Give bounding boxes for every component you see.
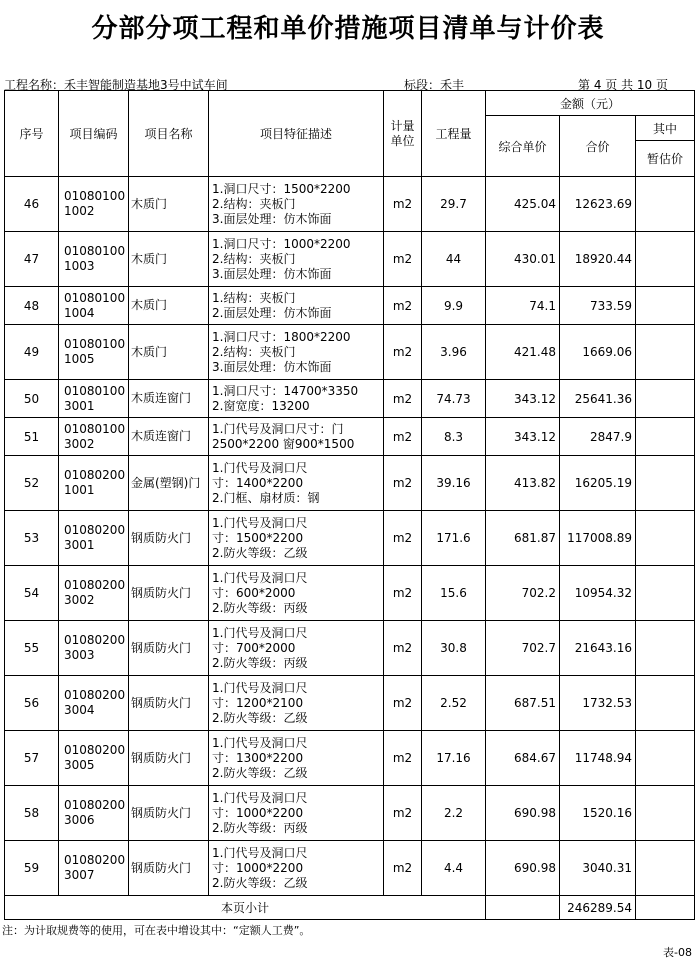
row-desc: 1.洞口尺寸：1800*2200 2.结构：夹板门 3.面层处理：仿木饰面 [209,325,384,380]
row-unit: m2 [384,786,422,841]
row-seq: 54 [5,566,59,621]
row-name: 木质门 [129,232,209,287]
row-desc: 1.门代号及洞口尺 寸：1400*2200 2.门框、扇材质：钢 [209,456,384,511]
row-code: 010801001005 [59,325,129,380]
row-seq: 58 [5,786,59,841]
table-row [5,418,695,456]
row-unit-price: 687.51 [486,676,560,731]
row-qty: 39.16 [422,456,486,511]
table-row [5,731,695,786]
header-code: 项目编码 [59,91,129,177]
row-unit-price: 413.82 [486,456,560,511]
table-row [5,511,695,566]
row-code: 010802003006 [59,786,129,841]
row-unit: m2 [384,232,422,287]
row-provisional [636,621,695,676]
row-desc: 1.洞口尺寸：14700*3350 2.窗宽度：13200 [209,380,384,418]
row-total: 12623.69 [560,177,636,232]
row-name: 金属(塑钢)门 [129,456,209,511]
header-seq: 序号 [5,91,59,177]
header-name: 项目名称 [129,91,209,177]
row-provisional [636,841,695,896]
row-qty: 2.2 [422,786,486,841]
row-seq: 53 [5,511,59,566]
row-code: 010801001004 [59,287,129,325]
row-unit: m2 [384,287,422,325]
row-total: 18920.44 [560,232,636,287]
subtotal-value: 246289.54 [560,896,636,920]
row-unit: m2 [384,325,422,380]
row-seq: 57 [5,731,59,786]
row-unit-price: 343.12 [486,418,560,456]
row-qty: 8.3 [422,418,486,456]
row-seq: 55 [5,621,59,676]
row-qty: 9.9 [422,287,486,325]
row-name: 木质连窗门 [129,380,209,418]
row-qty: 4.4 [422,841,486,896]
row-total: 10954.32 [560,566,636,621]
row-unit-price: 430.01 [486,232,560,287]
row-code: 010802003005 [59,731,129,786]
row-name: 钢质防火门 [129,566,209,621]
header-provisional: 暂估价 [636,141,695,177]
row-provisional [636,177,695,232]
page-title: 分部分项工程和单价措施项目清单与计价表 [91,14,605,44]
header-of-which: 其中 [636,116,695,141]
row-unit: m2 [384,731,422,786]
row-code: 010802003004 [59,676,129,731]
row-qty: 30.8 [422,621,486,676]
page-info: 第 4 页 共 10 页 [578,78,668,92]
row-provisional [636,325,695,380]
row-total: 16205.19 [560,456,636,511]
row-seq: 51 [5,418,59,456]
row-unit: m2 [384,177,422,232]
project-name: 工程名称：禾丰智能制造基地3号中试车间 [4,78,228,92]
row-qty: 15.6 [422,566,486,621]
row-total: 1669.06 [560,325,636,380]
row-provisional [636,676,695,731]
row-total: 11748.94 [560,731,636,786]
row-provisional [636,418,695,456]
row-unit-price: 74.1 [486,287,560,325]
row-unit: m2 [384,676,422,731]
row-desc: 1.门代号及洞口尺 寸：600*2000 2.防火等级：丙级 [209,566,384,621]
row-desc: 1.洞口尺寸：1500*2200 2.结构：夹板门 3.面层处理：仿木饰面 [209,177,384,232]
header-desc: 项目特征描述 [209,91,384,177]
table-row [5,676,695,731]
pricing-table [4,90,695,920]
row-desc: 1.门代号及洞口尺 寸：1000*2200 2.防火等级：乙级 [209,841,384,896]
row-qty: 2.52 [422,676,486,731]
footnote: 注：为计取规费等的使用，可在表中增设其中：“定额人工费”。 [2,924,311,937]
row-name: 钢质防火门 [129,511,209,566]
row-desc: 1.洞口尺寸：1000*2200 2.结构：夹板门 3.面层处理：仿木饰面 [209,232,384,287]
row-desc: 1.门代号及洞口尺 寸：1300*2200 2.防火等级：乙级 [209,731,384,786]
row-provisional [636,566,695,621]
row-qty: 171.6 [422,511,486,566]
row-unit-price: 421.48 [486,325,560,380]
row-qty: 44 [422,232,486,287]
section-label: 标段：禾丰 [404,78,465,92]
row-desc: 1.结构：夹板门 2.面层处理：仿木饰面 [209,287,384,325]
row-unit-price: 684.67 [486,731,560,786]
row-qty: 74.73 [422,380,486,418]
row-code: 010801001003 [59,232,129,287]
subtotal-empty-cell [486,896,560,920]
row-unit: m2 [384,841,422,896]
row-total: 25641.36 [560,380,636,418]
row-qty: 29.7 [422,177,486,232]
row-name: 木质门 [129,287,209,325]
row-code: 010802003002 [59,566,129,621]
row-code: 010802003007 [59,841,129,896]
table-row [5,325,695,380]
row-code: 010802003001 [59,511,129,566]
header-unit-price: 综合单价 [486,116,560,177]
row-unit: m2 [384,418,422,456]
row-total: 733.59 [560,287,636,325]
row-provisional [636,731,695,786]
row-unit-price: 702.2 [486,566,560,621]
row-unit-price: 681.87 [486,511,560,566]
row-provisional [636,456,695,511]
row-total: 1520.16 [560,786,636,841]
row-name: 钢质防火门 [129,676,209,731]
table-row [5,456,695,511]
row-provisional [636,380,695,418]
row-name: 木质连窗门 [129,418,209,456]
row-unit: m2 [384,456,422,511]
row-total: 117008.89 [560,511,636,566]
row-total: 3040.31 [560,841,636,896]
row-seq: 46 [5,177,59,232]
table-row [5,287,695,325]
row-code: 010802001001 [59,456,129,511]
row-seq: 47 [5,232,59,287]
row-seq: 52 [5,456,59,511]
row-unit-price: 690.98 [486,841,560,896]
row-provisional [636,511,695,566]
row-name: 钢质防火门 [129,786,209,841]
row-total: 21643.16 [560,621,636,676]
row-code: 010801001002 [59,177,129,232]
table-row [5,177,695,232]
row-unit-price: 690.98 [486,786,560,841]
row-seq: 59 [5,841,59,896]
row-provisional [636,232,695,287]
row-unit-price: 343.12 [486,380,560,418]
row-code: 010801003002 [59,418,129,456]
table-row [5,621,695,676]
row-unit: m2 [384,621,422,676]
row-seq: 50 [5,380,59,418]
table-row [5,380,695,418]
header-total: 合价 [560,116,636,177]
row-qty: 17.16 [422,731,486,786]
row-name: 钢质防火门 [129,841,209,896]
header-unit: 计量单位 [384,91,422,177]
subtotal-provisional-cell [636,896,695,920]
table-row [5,232,695,287]
row-total: 2847.9 [560,418,636,456]
row-desc: 1.门代号及洞口尺 寸：700*2000 2.防火等级：丙级 [209,621,384,676]
row-unit: m2 [384,511,422,566]
header-amount: 金额（元） [486,91,695,116]
subtotal-label: 本页小计 [5,896,486,920]
row-total: 1732.53 [560,676,636,731]
row-desc: 1.门代号及洞口尺 寸：1200*2100 2.防火等级：乙级 [209,676,384,731]
row-unit-price: 425.04 [486,177,560,232]
row-seq: 56 [5,676,59,731]
row-code: 010801003001 [59,380,129,418]
row-unit: m2 [384,380,422,418]
row-desc: 1.门代号及洞口尺 寸：1500*2200 2.防火等级：乙级 [209,511,384,566]
table-row [5,841,695,896]
row-name: 木质门 [129,177,209,232]
row-unit-price: 702.7 [486,621,560,676]
row-name: 钢质防火门 [129,621,209,676]
row-name: 木质门 [129,325,209,380]
row-provisional [636,287,695,325]
row-seq: 49 [5,325,59,380]
row-code: 010802003003 [59,621,129,676]
form-tag: 表-08 [663,946,692,959]
row-desc: 1.门代号及洞口尺寸：门 2500*2200 窗900*1500 [209,418,384,456]
table-row [5,786,695,841]
row-seq: 48 [5,287,59,325]
table-row [5,566,695,621]
row-qty: 3.96 [422,325,486,380]
row-desc: 1.门代号及洞口尺 寸：1000*2200 2.防火等级：丙级 [209,786,384,841]
row-unit: m2 [384,566,422,621]
row-provisional [636,786,695,841]
header-qty: 工程量 [422,91,486,177]
row-name: 钢质防火门 [129,731,209,786]
